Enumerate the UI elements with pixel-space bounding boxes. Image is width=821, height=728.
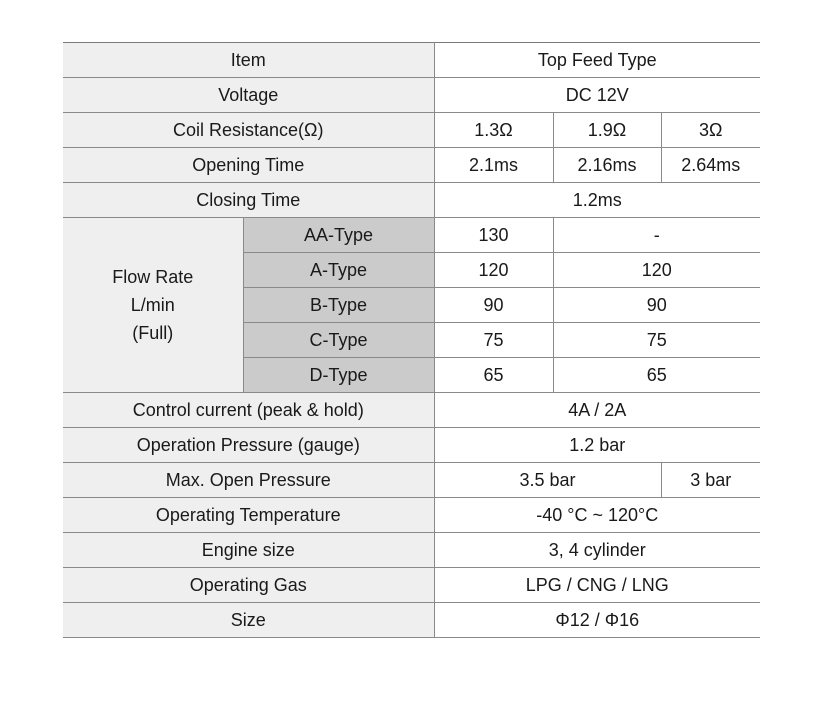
table-row (63, 78, 760, 113)
max-open-pressure-value: 3.5 bar (434, 463, 661, 498)
control-current-label: Control current (peak & hold) (63, 393, 434, 428)
size-value: Φ12 / Φ16 (434, 603, 760, 638)
control-current-value: 4A / 2A (434, 393, 760, 428)
table-row (63, 463, 760, 498)
item-header-cell: Item (63, 43, 434, 78)
flow-type-label: C-Type (243, 323, 434, 358)
engine-size-value: 3, 4 cylinder (434, 533, 760, 568)
flow-value-b: 90 (553, 288, 760, 323)
closing-time-label: Closing Time (63, 183, 434, 218)
flow-type-label: AA-Type (243, 218, 434, 253)
flow-value-b: 65 (553, 358, 760, 393)
table-row (63, 603, 760, 638)
max-open-pressure-value: 3 bar (661, 463, 760, 498)
table-row (63, 218, 760, 253)
table-row (63, 533, 760, 568)
spec-table (63, 42, 760, 638)
operating-gas-value: LPG / CNG / LNG (434, 568, 760, 603)
opening-time-label: Opening Time (63, 148, 434, 183)
table-row (63, 428, 760, 463)
voltage-value: DC 12V (434, 78, 760, 113)
flow-value-b: 75 (553, 323, 760, 358)
table-row (63, 393, 760, 428)
flow-value-a: 130 (434, 218, 553, 253)
closing-time-value: 1.2ms (434, 183, 760, 218)
max-open-pressure-label: Max. Open Pressure (63, 463, 434, 498)
table-row (63, 498, 760, 533)
flow-value-a: 75 (434, 323, 553, 358)
product-header-cell: Top Feed Type (434, 43, 760, 78)
flow-value-b: - (553, 218, 760, 253)
operation-pressure-label: Operation Pressure (gauge) (63, 428, 434, 463)
table-row (63, 568, 760, 603)
opening-time-value: 2.64ms (661, 148, 760, 183)
flow-rate-label (63, 218, 243, 393)
flow-type-label: B-Type (243, 288, 434, 323)
table-row (63, 183, 760, 218)
coil-resistance-value: 3Ω (661, 113, 760, 148)
voltage-label: Voltage (63, 78, 434, 113)
table-row (63, 113, 760, 148)
operating-gas-label: Operating Gas (63, 568, 434, 603)
coil-resistance-value: 1.9Ω (553, 113, 661, 148)
operating-temperature-value: -40 °C ~ 120°C (434, 498, 760, 533)
opening-time-value: 2.16ms (553, 148, 661, 183)
flow-rate-label-line: Flow Rate (112, 267, 194, 287)
size-label: Size (63, 603, 434, 638)
flow-value-a: 90 (434, 288, 553, 323)
coil-resistance-value: 1.3Ω (434, 113, 553, 148)
flow-value-a: 65 (434, 358, 553, 393)
operating-temperature-label: Operating Temperature (63, 498, 434, 533)
operation-pressure-value: 1.2 bar (434, 428, 760, 463)
flow-value-a: 120 (434, 253, 553, 288)
opening-time-value: 2.1ms (434, 148, 553, 183)
flow-value-b: 120 (553, 253, 760, 288)
coil-resistance-label: Coil Resistance(Ω) (63, 113, 434, 148)
table-row (63, 148, 760, 183)
flow-rate-label-line: (Full) (132, 323, 174, 343)
table-row (63, 43, 760, 78)
flow-type-label: D-Type (243, 358, 434, 393)
flow-type-label: A-Type (243, 253, 434, 288)
flow-rate-label-line: L/min (130, 295, 175, 315)
engine-size-label: Engine size (63, 533, 434, 568)
